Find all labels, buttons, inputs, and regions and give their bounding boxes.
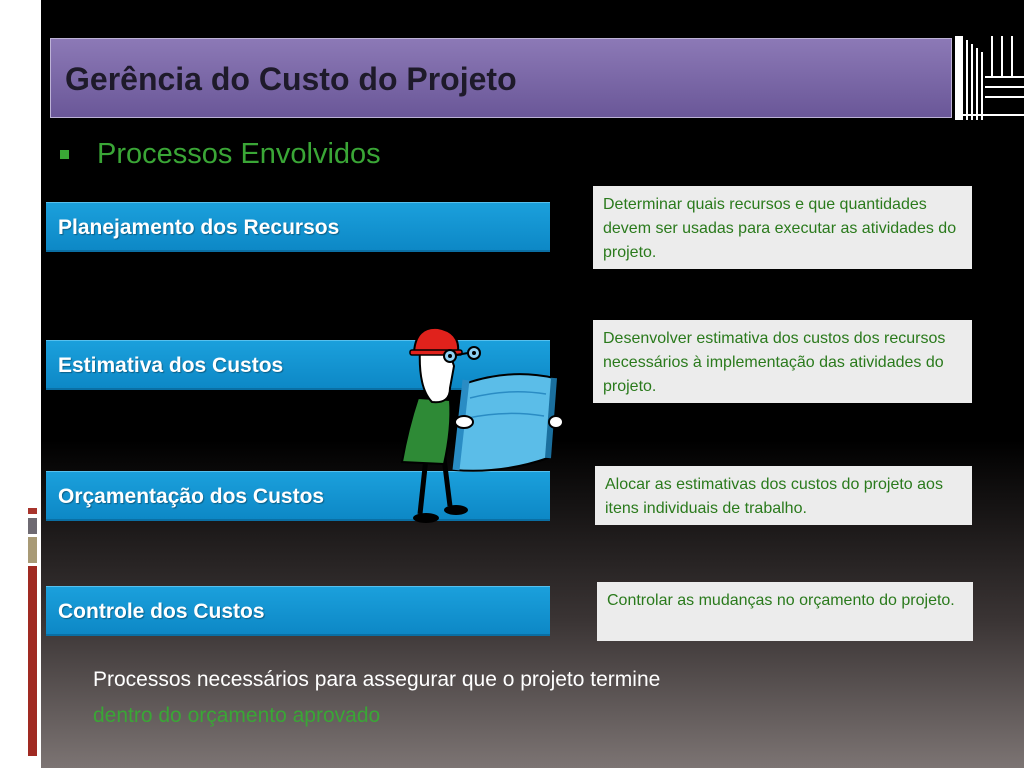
- bullet-heading-text: Processos Envolvidos: [97, 138, 381, 170]
- process-bar-controle: [46, 586, 550, 636]
- process-label: Planejamento dos Recursos: [58, 216, 340, 239]
- description-box-orcamentacao: Alocar as estimativas dos custos do projeto aos itens individuais de trabalho.: [595, 466, 972, 525]
- strip-mark-red: [28, 508, 37, 514]
- strip-mark-tan: [28, 537, 37, 563]
- strip-mark-dark-red: [28, 566, 37, 756]
- process-bar-planejamento: [46, 202, 550, 252]
- strip-mark-gray: [28, 518, 37, 534]
- process-label: Controle dos Custos: [58, 600, 265, 623]
- corner-lines-decoration: [955, 36, 1024, 120]
- description-box-controle: Controlar as mudanças no orçamento do projeto.: [597, 582, 973, 641]
- process-label: Estimativa dos Custos: [58, 354, 284, 377]
- footer-line-1: Processos necessários para assegurar que o projeto termine: [93, 668, 661, 691]
- footer-line-2: dentro do orçamento aprovado: [93, 704, 381, 727]
- title-bar: [50, 38, 952, 118]
- left-decorative-strip: [0, 0, 41, 768]
- page-title: Gerência do Custo do Projeto: [65, 61, 517, 97]
- bullet-square-icon: [60, 150, 69, 159]
- description-box-planejamento: Determinar quais recursos e que quantidades devem ser usadas para executar as atividades do projeto.: [593, 186, 972, 269]
- process-label: Orçamentação dos Custos: [58, 485, 325, 508]
- description-box-estimativa: Desenvolver estimativa dos custos dos recursos necessários à implementação das atividades do projeto.: [593, 320, 972, 403]
- engineer-with-blueprint-illustration: [398, 318, 568, 528]
